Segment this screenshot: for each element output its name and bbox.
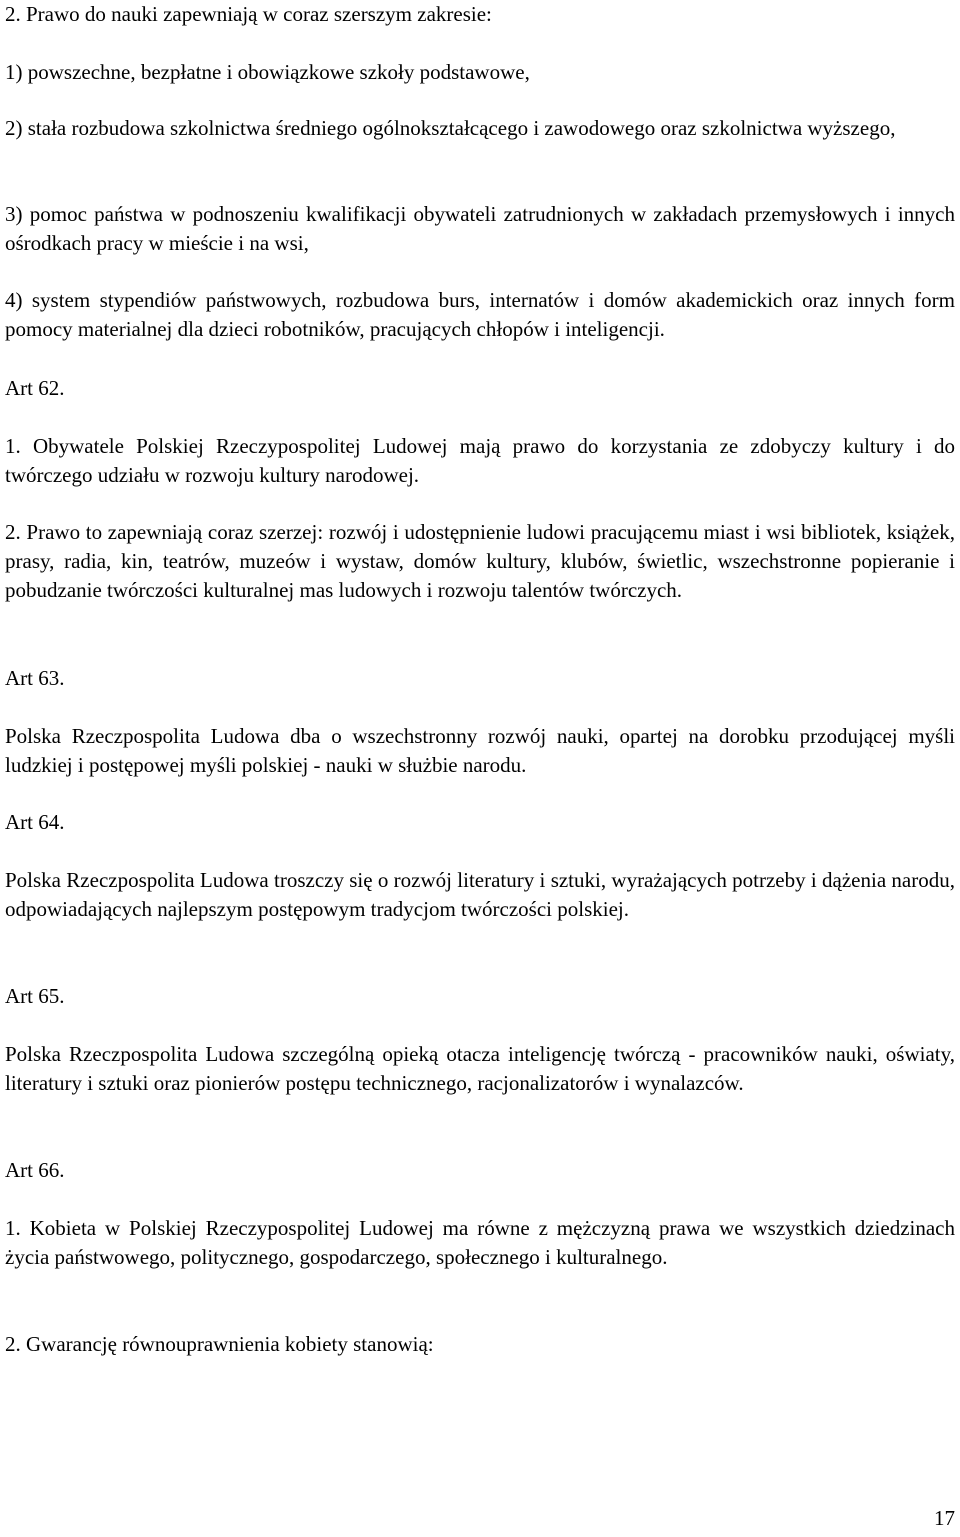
paragraph-art66-sec2: 2. Gwarancję równouprawnienia kobiety stanowią: bbox=[5, 1332, 434, 1356]
page-number: 17 bbox=[934, 1506, 955, 1530]
paragraph-art62-sec1: 1. Obywatele Polskiej Rzeczypospolitej Ludowej mają prawo do korzystania ze zdobyczy kultury i do twórczego udziału w rozwoju kultury narodowej. bbox=[5, 434, 955, 487]
article-heading-62: Art 62. bbox=[5, 376, 65, 400]
list-item-1: 1) powszechne, bezpłatne i obowiązkowe szkoły podstawowe, bbox=[5, 60, 530, 84]
list-item-4: 4) system stypendiów państwowych, rozbudowa burs, internatów i domów akademickich oraz innych form pomocy materialnej dla dzieci robotników, pracujących chłopów i inteligencji. bbox=[5, 288, 955, 341]
paragraph-art65: Polska Rzeczpospolita Ludowa szczególną opieką otacza inteligencję twórczą - pracowników nauki, oświaty, literatury i sztuki oraz pionierów postępu technicznego, racjonalizatorów i wynalazców. bbox=[5, 1042, 955, 1095]
article-heading-65: Art 65. bbox=[5, 984, 65, 1008]
article-heading-64: Art 64. bbox=[5, 810, 65, 834]
list-item-2: 2) stała rozbudowa szkolnictwa średniego ogólnokształcącego i zawodowego oraz szkolnictwa wyższego, bbox=[5, 116, 896, 140]
paragraph-art66-sec1: 1. Kobieta w Polskiej Rzeczypospolitej Ludowej ma równe z mężczyzną prawa we wszystkich dziedzinach życia państwowego, politycznego, gospodarczego, społecznego i kulturalnego. bbox=[5, 1216, 955, 1269]
list-item-3: 3) pomoc państwa w podnoszeniu kwalifikacji obywateli zatrudnionych w zakładach przemysłowych i innych ośrodkach pracy w mieście i na wsi, bbox=[5, 202, 955, 255]
paragraph-art63: Polska Rzeczpospolita Ludowa dba o wszechstronny rozwój nauki, opartej na dorobku przodującej myśli ludzkiej i postępowej myśli polskiej - nauki w służbie narodu. bbox=[5, 724, 955, 777]
paragraph-art64: Polska Rzeczpospolita Ludowa troszczy się o rozwój literatury i sztuki, wyrażających potrzeby i dążenia narodu, odpowiadających najlepszym postępowym tradycjom twórczości polskiej. bbox=[5, 868, 955, 921]
article-heading-63: Art 63. bbox=[5, 666, 65, 690]
paragraph-art61-sec2-intro: 2. Prawo do nauki zapewniają w coraz szerszym zakresie: bbox=[5, 2, 492, 26]
paragraph-art62-sec2: 2. Prawo to zapewniają coraz szerzej: rozwój i udostępnienie ludowi pracującemu miast i wsi bibliotek, książek, prasy, radia, kin, teatrów, muzeów i wystaw, domów kultury, klubów, świetlic, wszechstronne popieranie i pobudzanie twórczości kulturalnej mas ludowych i rozwoju talentów twórczych. bbox=[5, 520, 955, 602]
article-heading-66: Art 66. bbox=[5, 1158, 65, 1182]
